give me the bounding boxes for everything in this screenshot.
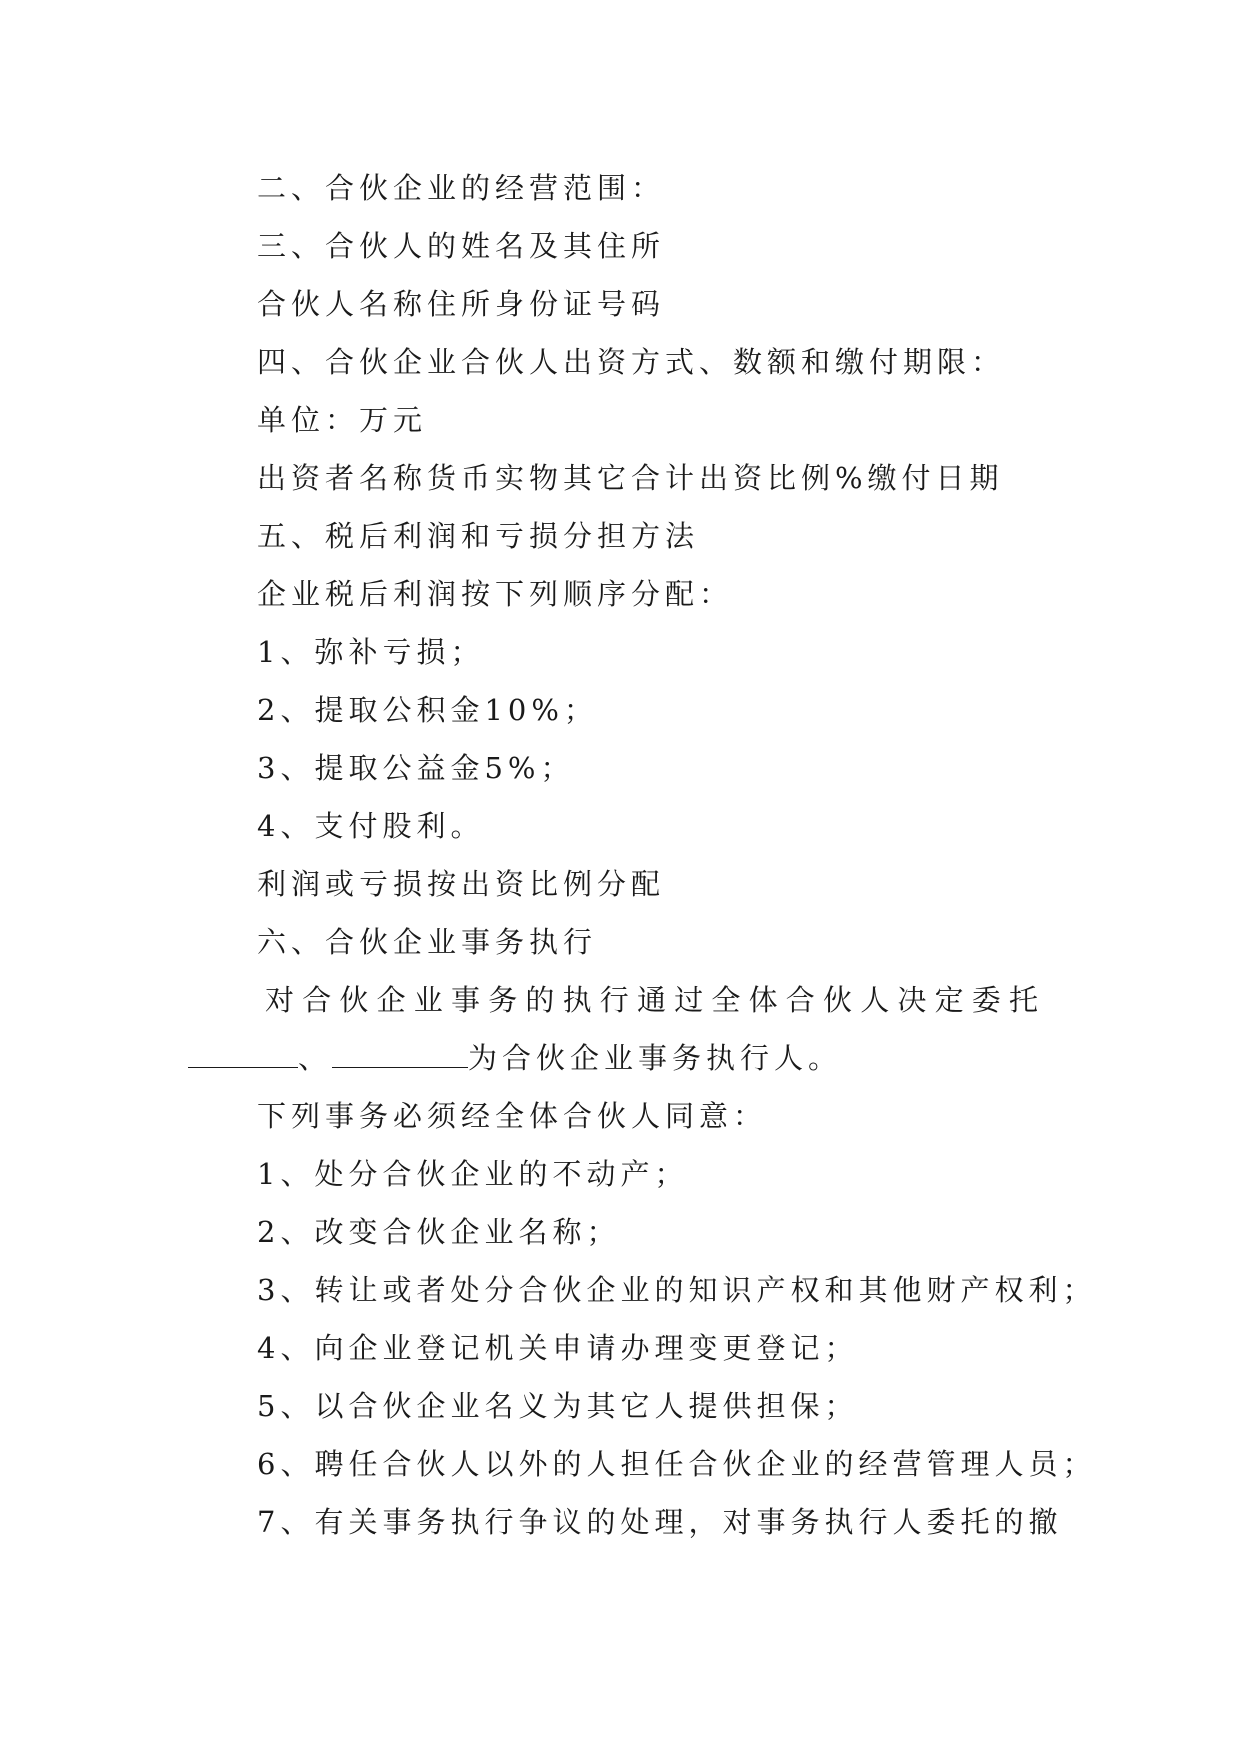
capital-table-header: 出资者名称货币实物其它合计出资比例%缴付日期 <box>257 461 1004 495</box>
profit-item-2: 2、提取公积金10%； <box>257 693 598 727</box>
profit-item-1: 1、弥补亏损； <box>257 635 485 669</box>
section-4-heading: 四、合伙企业合伙人出资方式、数额和缴付期限： <box>257 345 1006 379</box>
unit-note: 单位：万元 <box>257 403 428 437</box>
profit-order-intro: 企业税后利润按下列顺序分配： <box>257 577 734 611</box>
profit-item-3: 3、提取公益金5%； <box>257 751 575 785</box>
executor-separator: 、 <box>298 1041 333 1075</box>
executor-suffix: 为合伙企业事务执行人。 <box>468 1041 843 1075</box>
consent-item-3: 3、转让或者处分合伙企业的知识产权和其他财产权利； <box>257 1273 1097 1307</box>
executor-paragraph: 对合伙企业事务的执行通过全体合伙人决定委托 <box>265 983 1047 1017</box>
section-3-heading: 三、合伙人的姓名及其住所 <box>257 229 666 263</box>
consent-item-7: 7、有关事务执行争议的处理，对事务执行人委托的撤 <box>257 1505 1063 1539</box>
consent-item-4: 4、向企业登记机关申请办理变更登记； <box>257 1331 859 1365</box>
blank-field[interactable] <box>332 1041 468 1068</box>
section-6-heading: 六、合伙企业事务执行 <box>257 925 598 959</box>
consent-item-5: 5、以合伙企业名义为其它人提供担保； <box>257 1389 859 1423</box>
consent-item-2: 2、改变合伙企业名称； <box>257 1215 621 1249</box>
section-5-heading: 五、税后利润和亏损分担方法 <box>257 519 700 553</box>
section-2-heading: 二、合伙企业的经营范围： <box>257 171 666 205</box>
consent-intro: 下列事务必须经全体合伙人同意： <box>257 1099 768 1133</box>
consent-item-1: 1、处分合伙企业的不动产； <box>257 1157 689 1191</box>
consent-item-6: 6、聘任合伙人以外的人担任合伙企业的经营管理人员； <box>257 1447 1097 1481</box>
profit-loss-ratio-note: 利润或亏损按出资比例分配 <box>257 867 666 901</box>
executor-line <box>188 1038 842 1078</box>
profit-item-4: 4、支付股利。 <box>257 809 485 843</box>
blank-field[interactable] <box>188 1041 298 1068</box>
partner-table-header: 合伙人名称住所身份证号码 <box>257 287 666 321</box>
